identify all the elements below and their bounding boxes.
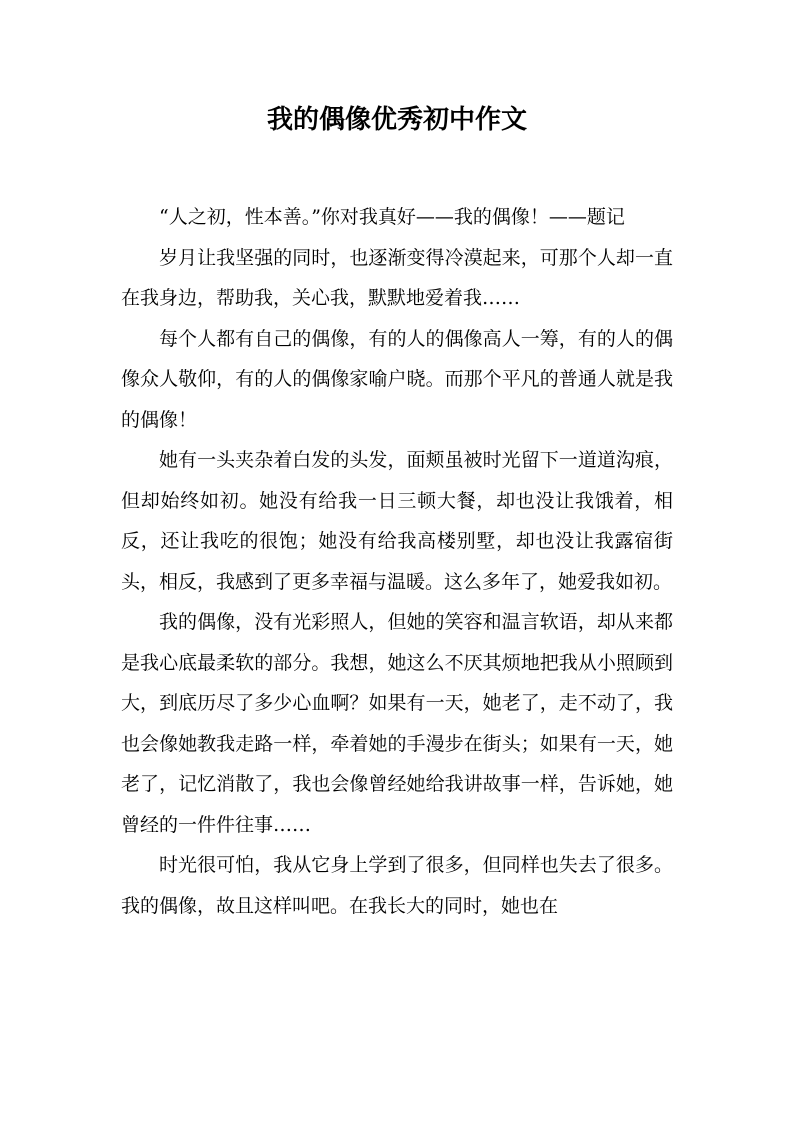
paragraph-4: 我的偶像，没有光彩照人，但她的笑容和温言软语，却从来都是我心底最柔软的部分。我想，她这么不厌其烦地把我从小照顾到大，到底历尽了多少心血啊？如果有一天，她老了，走不动了，我也会像她教我走路一样，牵着她的手漫步在街头；如果有一天，她老了，记忆消散了，我也会像曾经她给我讲故事一样，告诉她，她曾经的一件件往事…… <box>121 611 673 836</box>
paragraph-epigraph: “人之初，性本善。”你对我真好——我的偶像！——题记 <box>159 206 625 228</box>
paragraph-5: 时光很可怕，我从它身上学到了很多，但同样也失去了很多。我的偶像，故且这样叫吧。在我长大的同时，她也在 <box>121 854 673 917</box>
document-title: 我的偶像优秀初中作文 <box>266 105 527 135</box>
paragraph-1: 岁月让我坚强的同时，也逐渐变得冷漠起来，可那个人却一直在我身边，帮助我，关心我，默默地爱着我…… <box>121 246 673 309</box>
paragraph-2: 每个人都有自己的偶像，有的人的偶像高人一筹，有的人的偶像众人敬仰，有的人的偶像家喻户晓。而那个平凡的普通人就是我的偶像！ <box>121 327 673 431</box>
paragraph-3: 她有一头夹杂着白发的头发，面颊虽被时光留下一道道沟痕，但却始终如初。她没有给我一日三顿大餐，却也没让我饿着，相反，还让我吃的很饱；她没有给我高楼别墅，却也没让我露宿街头，相反，我感到了更多幸福与温暖。这么多年了，她爱我如初。 <box>121 449 673 593</box>
document-body <box>121 197 673 926</box>
